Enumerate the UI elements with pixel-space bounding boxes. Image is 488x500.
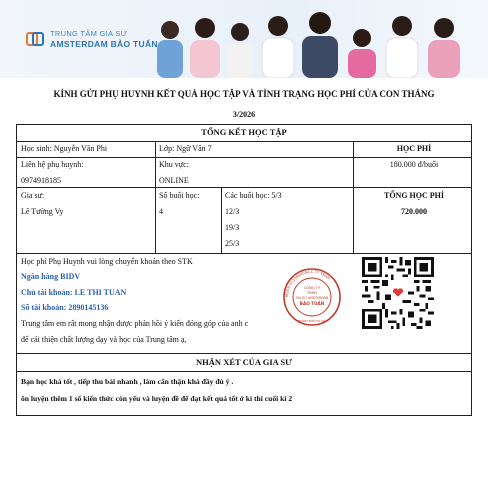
people-photo [150,8,470,78]
class-name: Lớp: Ngữ Văn 7 [159,144,212,153]
sessions-dates-label: Các buổi học: 5/3 [225,191,282,200]
total-fee-value: 720.000 [401,207,427,216]
bank-name: Ngân hàng BIDV [21,272,81,281]
h-line-4 [17,253,471,254]
area-value: ONLINE [159,176,189,185]
session-date: 12/3 [225,207,240,216]
total-fee-label: TỔNG HỌC PHÍ [383,191,444,200]
stamp-line-5: THÀNH PHỐ HÀ NỘI [297,319,327,323]
brand-line-1: TRUNG TÂM GIA SƯ [50,29,128,38]
stamp-line-1: CÔNG TY [303,286,321,290]
payment-intro: Học phí Phụ Huynh vui lòng chuyển khoản theo STK [21,257,193,266]
v-line-3 [221,187,222,253]
account-holder: Chủ tài khoản: LE THI TUAN [21,288,127,297]
session-date: 19/3 [225,223,240,232]
account-number: Số tài khoản: 2890145136 [21,303,109,312]
parent-contact-label: Liên hệ phụ huynh: [21,160,84,169]
parent-phone: 0974918185 [21,176,61,185]
sessions-count: 4 [159,207,163,216]
v-line-1 [155,141,156,253]
h-line-2 [17,157,471,158]
stamp-ring-text: MSDN:0110984594-C.TY TNHH [284,269,331,298]
review-line-1: Bạn học khá tốt , tiếp thu bài nhanh , làm cẩn thận khá đầy đủ ý . [21,377,234,386]
review-line-2: ôn luyện thêm 1 số kiến thức còn yếu và luyện đề để đạt kết quả tốt ở kì thi cuối kì 2 [21,394,293,403]
tutor-label: Gia sư: [21,191,45,200]
brand-line-2: AMSTERDAM BẢO TUẤN [50,39,158,49]
stamp-line-3: GIA SƯ AMSTERDAM [295,296,329,300]
h-line-6 [17,371,471,372]
brand-logo-icon [26,30,44,48]
results-table [16,124,472,416]
document-title: KÍNH GỬI PHỤ HUYNH KẾT QUẢ HỌC TẬP VÀ TÌNH TRẠNG HỌC PHÍ CỦA CON THÁNG [53,89,435,99]
area-label: Khu vực: [159,160,189,169]
h-line-3 [17,187,471,188]
review-section-title: NHẬN XÉT CỦA GIA SƯ [196,357,292,367]
tutor-name: Lê Tường Vy [21,207,64,216]
fee-per-session: 180.000 đ/buổi [389,160,439,169]
document-month: 3/2026 [232,110,256,119]
session-date: 25/3 [225,239,240,248]
feedback-line-2: để cải thiện chất lượng dạy và học của Trung tâm ạ, [21,335,187,344]
h-line-1 [17,141,471,142]
v-line-2 [353,141,354,253]
sessions-label: Số buổi học: [159,191,200,200]
h-line-5 [17,353,471,354]
stamp-line-2: TNHH [306,291,318,295]
student-name: Học sinh: Nguyễn Văn Phi [21,144,108,153]
fee-header: HỌC PHÍ [396,144,432,153]
qr-code [362,257,434,329]
company-stamp [282,267,342,327]
header-banner [0,0,488,78]
stamp-line-4: BẢO TUẤN [299,301,325,306]
feedback-line-1: Trung tâm em rất mong nhận được phản hồi ý kiến đóng góp của anh c [21,319,249,328]
summary-section-title: TỔNG KẾT HỌC TẬP [201,127,287,137]
